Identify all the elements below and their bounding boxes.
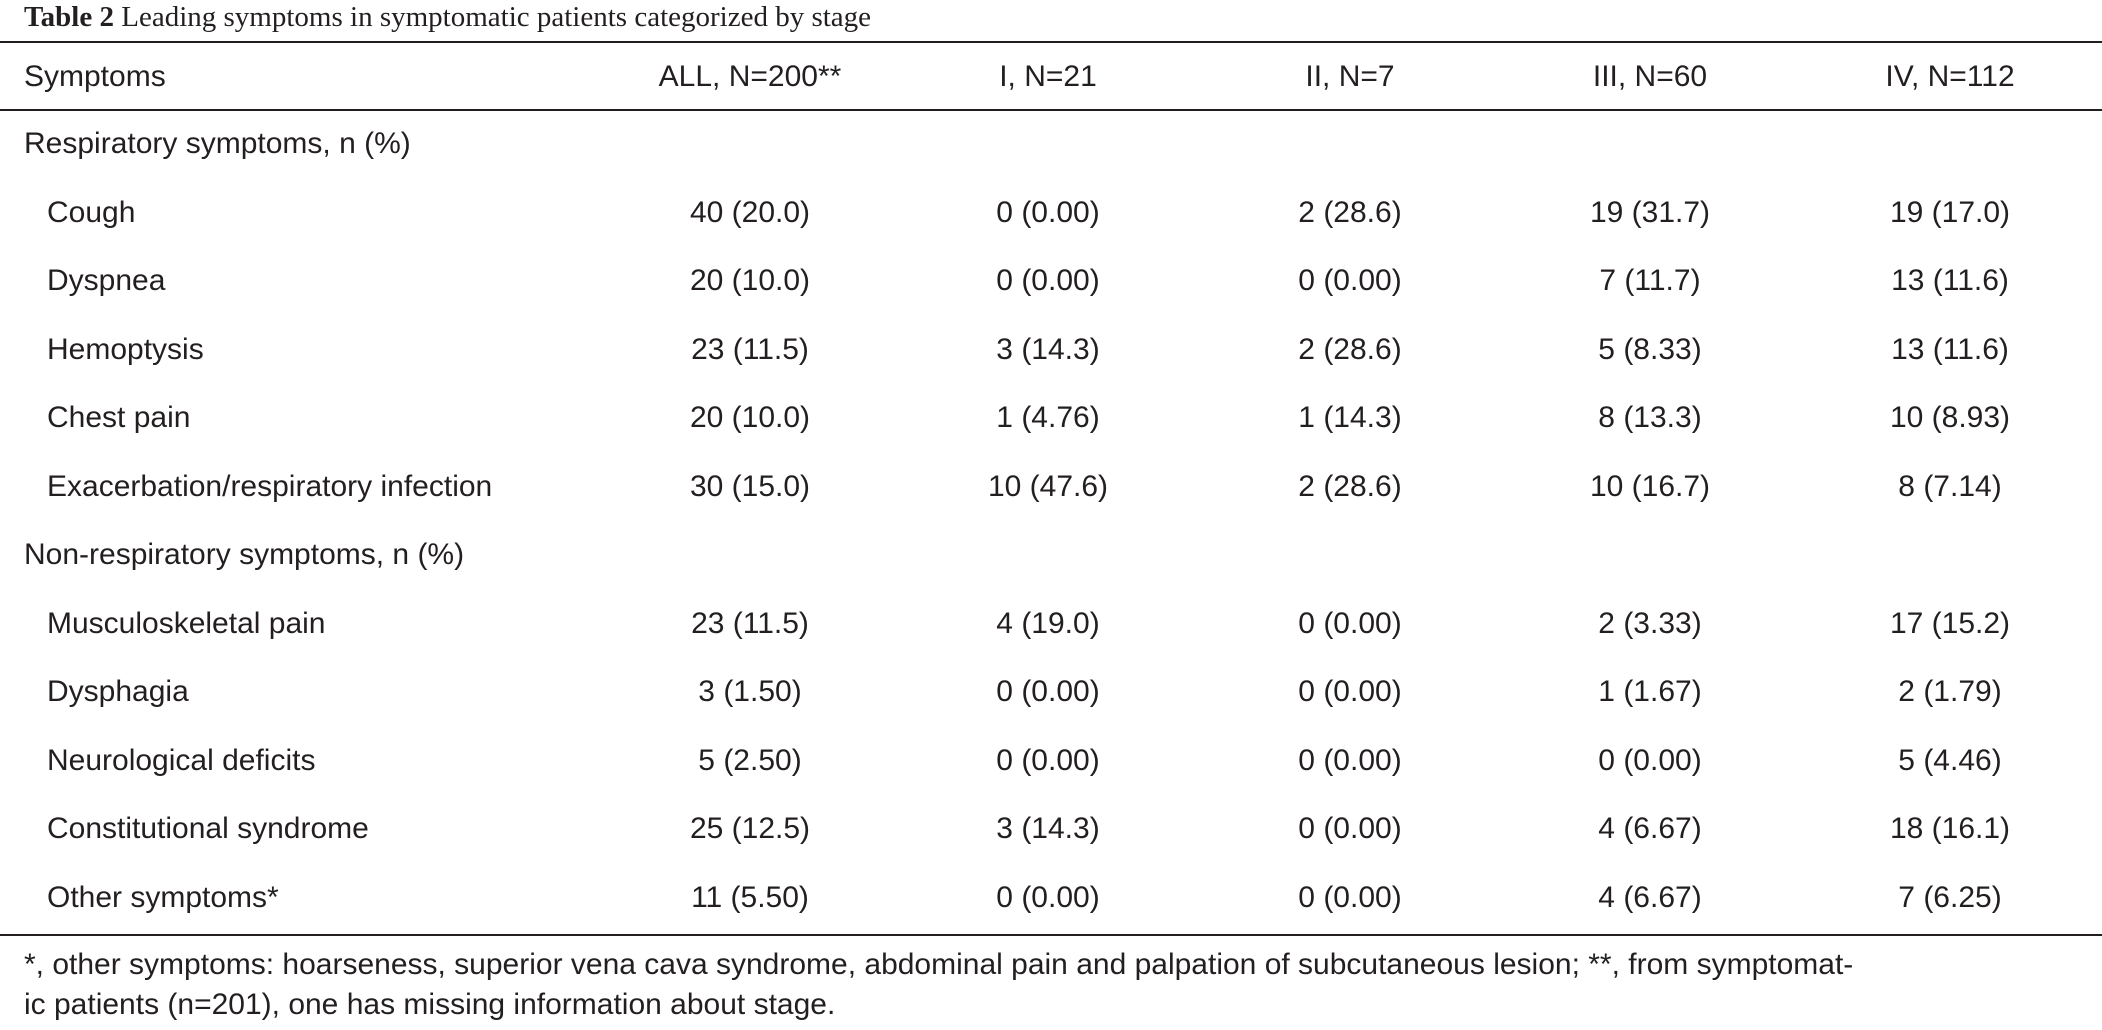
value-stage-ii: 1 (14.3) bbox=[1298, 401, 1402, 435]
value-stage-i: 4 (19.0) bbox=[996, 606, 1100, 640]
table-row bbox=[0, 384, 2102, 453]
value-stage-iv: 19 (17.0) bbox=[1889, 195, 2011, 229]
value-stage-iv: 13 (11.6) bbox=[1891, 332, 2009, 366]
column-header-all: ALL, N=200** bbox=[658, 60, 842, 93]
value-all: 11 (5.50) bbox=[691, 880, 809, 914]
column-header-stage-iv: IV, N=112 bbox=[1885, 60, 2015, 93]
column-header-stage-i: I, N=21 bbox=[999, 60, 1097, 93]
value-stage-iv: 18 (16.1) bbox=[1889, 812, 2011, 846]
value-stage-ii: 0 (0.00) bbox=[1298, 880, 1402, 914]
table-caption bbox=[24, 0, 871, 40]
symptom-label: Dyspnea bbox=[47, 264, 166, 298]
symptom-label: Dysphagia bbox=[47, 675, 189, 709]
value-stage-iii: 5 (8.33) bbox=[1598, 332, 1702, 366]
table-row bbox=[0, 179, 2102, 248]
symptom-label: Hemoptysis bbox=[47, 332, 204, 366]
value-stage-i: 1 (4.76) bbox=[996, 401, 1100, 435]
value-stage-iii: 4 (6.67) bbox=[1598, 812, 1702, 846]
section-heading-row bbox=[0, 521, 2102, 590]
value-stage-iv: 7 (6.25) bbox=[1898, 880, 2002, 914]
value-stage-i: 0 (0.00) bbox=[996, 880, 1100, 914]
value-stage-i: 0 (0.00) bbox=[996, 195, 1100, 229]
value-stage-iii: 8 (13.3) bbox=[1598, 401, 1702, 435]
section-heading-row bbox=[0, 110, 2102, 179]
table-row bbox=[0, 658, 2102, 727]
value-stage-iii: 19 (31.7) bbox=[1589, 195, 1711, 229]
value-stage-iv: 13 (11.6) bbox=[1891, 264, 2009, 298]
table-row bbox=[0, 864, 2102, 933]
value-stage-ii: 2 (28.6) bbox=[1298, 332, 1402, 366]
bottom-rule bbox=[0, 934, 2102, 936]
footnote-line-1: *, other symptoms: hoarseness, superior vena cava syndrome, abdominal pain and palpation of subcutaneous lesion; **, from symptomat- bbox=[24, 948, 1854, 981]
value-stage-iv: 5 (4.46) bbox=[1898, 743, 2002, 777]
value-all: 25 (12.5) bbox=[689, 812, 811, 846]
column-header-symptoms: Symptoms bbox=[24, 60, 166, 93]
value-stage-ii: 0 (0.00) bbox=[1298, 812, 1402, 846]
value-stage-iv: 10 (8.93) bbox=[1889, 401, 2011, 435]
table-header-row bbox=[0, 44, 2102, 110]
value-stage-i: 10 (47.6) bbox=[987, 469, 1109, 503]
value-stage-iv: 17 (15.2) bbox=[1889, 606, 2011, 640]
symptom-label: Exacerbation/respiratory infection bbox=[47, 469, 493, 503]
table-caption-text: Leading symptoms in symptomatic patients categorized by stage bbox=[121, 1, 872, 33]
symptom-label: Cough bbox=[47, 195, 136, 229]
value-stage-ii: 0 (0.00) bbox=[1298, 675, 1402, 709]
value-all: 5 (2.50) bbox=[698, 743, 802, 777]
value-stage-iii: 7 (11.7) bbox=[1599, 264, 1701, 298]
value-all: 40 (20.0) bbox=[689, 195, 811, 229]
column-header-stage-ii: II, N=7 bbox=[1305, 60, 1395, 93]
value-stage-iii: 10 (16.7) bbox=[1589, 469, 1711, 503]
section-heading: Respiratory symptoms, n (%) bbox=[24, 127, 411, 161]
value-stage-iii: 0 (0.00) bbox=[1598, 743, 1702, 777]
top-rule bbox=[0, 41, 2102, 43]
table-row bbox=[0, 795, 2102, 864]
value-all: 23 (11.5) bbox=[691, 332, 809, 366]
value-stage-ii: 0 (0.00) bbox=[1298, 606, 1402, 640]
table-footnote bbox=[24, 945, 2082, 1025]
value-stage-ii: 0 (0.00) bbox=[1298, 743, 1402, 777]
value-stage-iii: 4 (6.67) bbox=[1598, 880, 1702, 914]
table-row bbox=[0, 316, 2102, 385]
value-all: 20 (10.0) bbox=[689, 401, 811, 435]
symptom-label: Chest pain bbox=[47, 401, 191, 435]
value-stage-iv: 8 (7.14) bbox=[1898, 469, 2002, 503]
symptom-label: Other symptoms* bbox=[47, 880, 279, 914]
symptom-label: Neurological deficits bbox=[47, 743, 316, 777]
value-stage-i: 3 (14.3) bbox=[996, 812, 1100, 846]
value-all: 30 (15.0) bbox=[689, 469, 811, 503]
value-stage-iv: 2 (1.79) bbox=[1898, 675, 2002, 709]
table-caption-label: Table 2 bbox=[24, 1, 114, 33]
value-stage-i: 0 (0.00) bbox=[996, 743, 1100, 777]
footnote-line-2: ic patients (n=201), one has missing information about stage. bbox=[24, 988, 836, 1021]
table-row bbox=[0, 247, 2102, 316]
table-row bbox=[0, 727, 2102, 796]
column-header-stage-iii: III, N=60 bbox=[1592, 60, 1708, 93]
value-stage-i: 0 (0.00) bbox=[996, 264, 1100, 298]
section-heading: Non-respiratory symptoms, n (%) bbox=[24, 538, 465, 572]
value-stage-ii: 2 (28.6) bbox=[1298, 195, 1402, 229]
value-stage-iii: 1 (1.67) bbox=[1598, 675, 1702, 709]
value-stage-ii: 2 (28.6) bbox=[1298, 469, 1402, 503]
value-all: 20 (10.0) bbox=[689, 264, 811, 298]
table-row bbox=[0, 590, 2102, 659]
value-stage-i: 0 (0.00) bbox=[996, 675, 1100, 709]
value-stage-ii: 0 (0.00) bbox=[1298, 264, 1402, 298]
value-stage-iii: 2 (3.33) bbox=[1598, 606, 1702, 640]
table-body bbox=[0, 110, 2102, 932]
value-stage-i: 3 (14.3) bbox=[996, 332, 1100, 366]
table-row bbox=[0, 453, 2102, 522]
value-all: 23 (11.5) bbox=[691, 606, 809, 640]
symptom-label: Musculoskeletal pain bbox=[47, 606, 326, 640]
symptom-label: Constitutional syndrome bbox=[47, 812, 369, 846]
symptoms-table bbox=[0, 44, 2102, 932]
value-all: 3 (1.50) bbox=[698, 675, 802, 709]
